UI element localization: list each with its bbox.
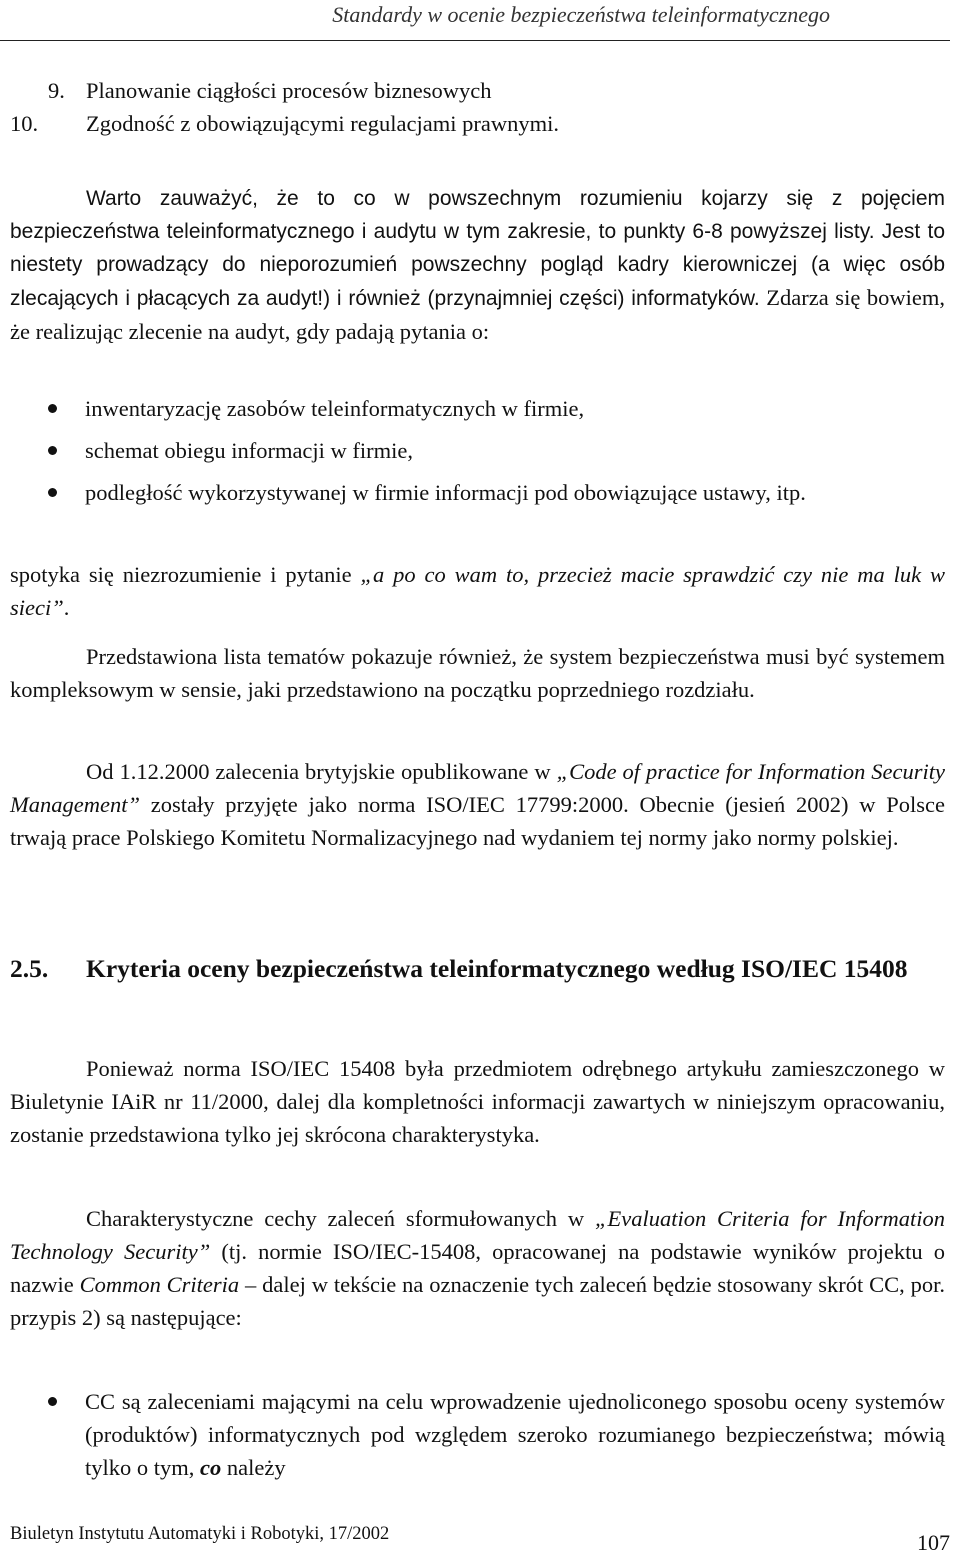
paragraph-2 [10, 558, 945, 624]
paragraph-6-title: „Evaluation Criteria for Information Technology Security” [10, 1206, 945, 1264]
paragraph-2-quote: „a po co wam to, przecież macie sprawdzić czy nie ma luk w sieci” [10, 562, 945, 620]
footer-journal: Biuletyn Instytutu Automatyki i Robotyki, 17/2002 [10, 1524, 390, 1544]
page-header [0, 0, 950, 41]
bullet-item [10, 1385, 945, 1484]
paragraph-4-a: Od 1.12.2000 zalecenia brytyjskie opublikowane w [86, 759, 557, 784]
numbered-list [48, 74, 492, 107]
bullet-item [10, 392, 945, 425]
paragraph-4-title: „Code of practice for Information Security Management” [10, 759, 945, 817]
bullet-icon [48, 404, 57, 413]
bullet-text [85, 1385, 945, 1484]
numbered-list-2 [10, 107, 559, 140]
paragraph-2-lead: spotyka się niezrozumienie i pytanie [10, 562, 361, 587]
list-item [10, 107, 559, 140]
section-heading [10, 952, 945, 985]
paragraph-1-sentence-3: Zdarza się bowiem, że realizując zlecenie na audyt, gdy padają pytania o: [10, 285, 945, 344]
bullet-text-emphasis: co [200, 1455, 222, 1480]
bullet-icon [48, 1397, 57, 1406]
list-text: Zgodność z obowiązującymi regulacjami prawnymi. [86, 111, 559, 136]
paragraph-6-a: Charakterystyczne cechy zaleceń sformułowanych w [86, 1206, 595, 1231]
bullet-text-c: należy [221, 1455, 286, 1480]
paragraph-2-end: . [63, 595, 70, 620]
paragraph-6 [10, 1202, 945, 1334]
bullet-text: podległość wykorzystywanej w firmie informacji pod obowiązujące ustawy, itp. [85, 480, 806, 505]
paragraph-5: Ponieważ norma ISO/IEC 15408 była przedmiotem odrębnego artykułu zamieszczonego w Biuletynie IAiR nr 11/2000, dalej dla kompletności informacji zawartych w niniejszym opracowaniu, zostanie przedstawiona tylko jej skrócona charakterystyka. [10, 1056, 945, 1147]
page-number: 107 [917, 1530, 950, 1555]
paragraph-1-sentence-1: Warto zauważyć, że to co w powszechnym rozumieniu kojarzy się z pojęciem bezpieczeństwa teleinformatycznego i audytu w tym zakresie, to punkty 6-8 powyższej listy. [10, 187, 945, 243]
paragraph-6-e: – dalej w tekście na oznaczenie tych zaleceń będzie stosowany skrót CC, por. przypis 2) są następujące: [10, 1272, 945, 1330]
list-text: Planowanie ciągłości procesów biznesowych [86, 78, 492, 103]
bullet-text: inwentaryzację zasobów teleinformatycznych w firmie, [85, 396, 585, 421]
section-number: 2.5. [10, 954, 49, 983]
running-title: Standardy w ocenie bezpieczeństwa teleinformatycznego [332, 2, 830, 27]
list-number: 9. [48, 78, 65, 103]
paragraph-4 [10, 755, 945, 854]
list-item [48, 74, 492, 107]
bullet-icon [48, 488, 57, 497]
paragraph-3: Przedstawiona lista tematów pokazuje również, że system bezpieczeństwa musi być systemem kompleksowym w sensie, jaki przedstawiono na początku poprzedniego rozdziału. [10, 644, 945, 702]
paragraph-6-c: (tj. normie ISO/IEC-15408, opracowanej na podstawie wyników projektu o nazwie [10, 1239, 946, 1297]
paragraph-1-sentence-2: Jest to niestety prowadzący do nieporozumień powszechny pogląd kadry kierowniczej (a więc osób zlecających i płacących za audyt!) i również (przynajmniej części) informatyków. [10, 220, 945, 310]
section-title: Kryteria oceny bezpieczeństwa teleinformatycznego według ISO/IEC 15408 [86, 954, 908, 983]
paragraph-1 [10, 182, 945, 349]
paragraph-6-project-name: Common Criteria [79, 1272, 240, 1297]
list-number: 10. [10, 111, 39, 136]
paragraph-4-c: zostały przyjęte jako norma ISO/IEC 17799:2000. Obecnie (jesień 2002) w Polsce trwają prace Polskiego Komitetu Normalizacyjnego nad wydaniem tej normy jako normy polskiej. [10, 792, 945, 850]
bullet-text-a: CC są zaleceniami mającymi na celu wprowadzenie ujednoliconego sposobu oceny systemów (produktów) informatycznych pod względem szeroko rozumianego bezpieczeństwa; mówią tylko o tym, [85, 1389, 945, 1480]
bullet-item [10, 476, 945, 509]
bullet-text: schemat obiegu informacji w firmie, [85, 438, 414, 463]
bullet-item [10, 434, 945, 467]
bullet-icon [48, 446, 57, 455]
